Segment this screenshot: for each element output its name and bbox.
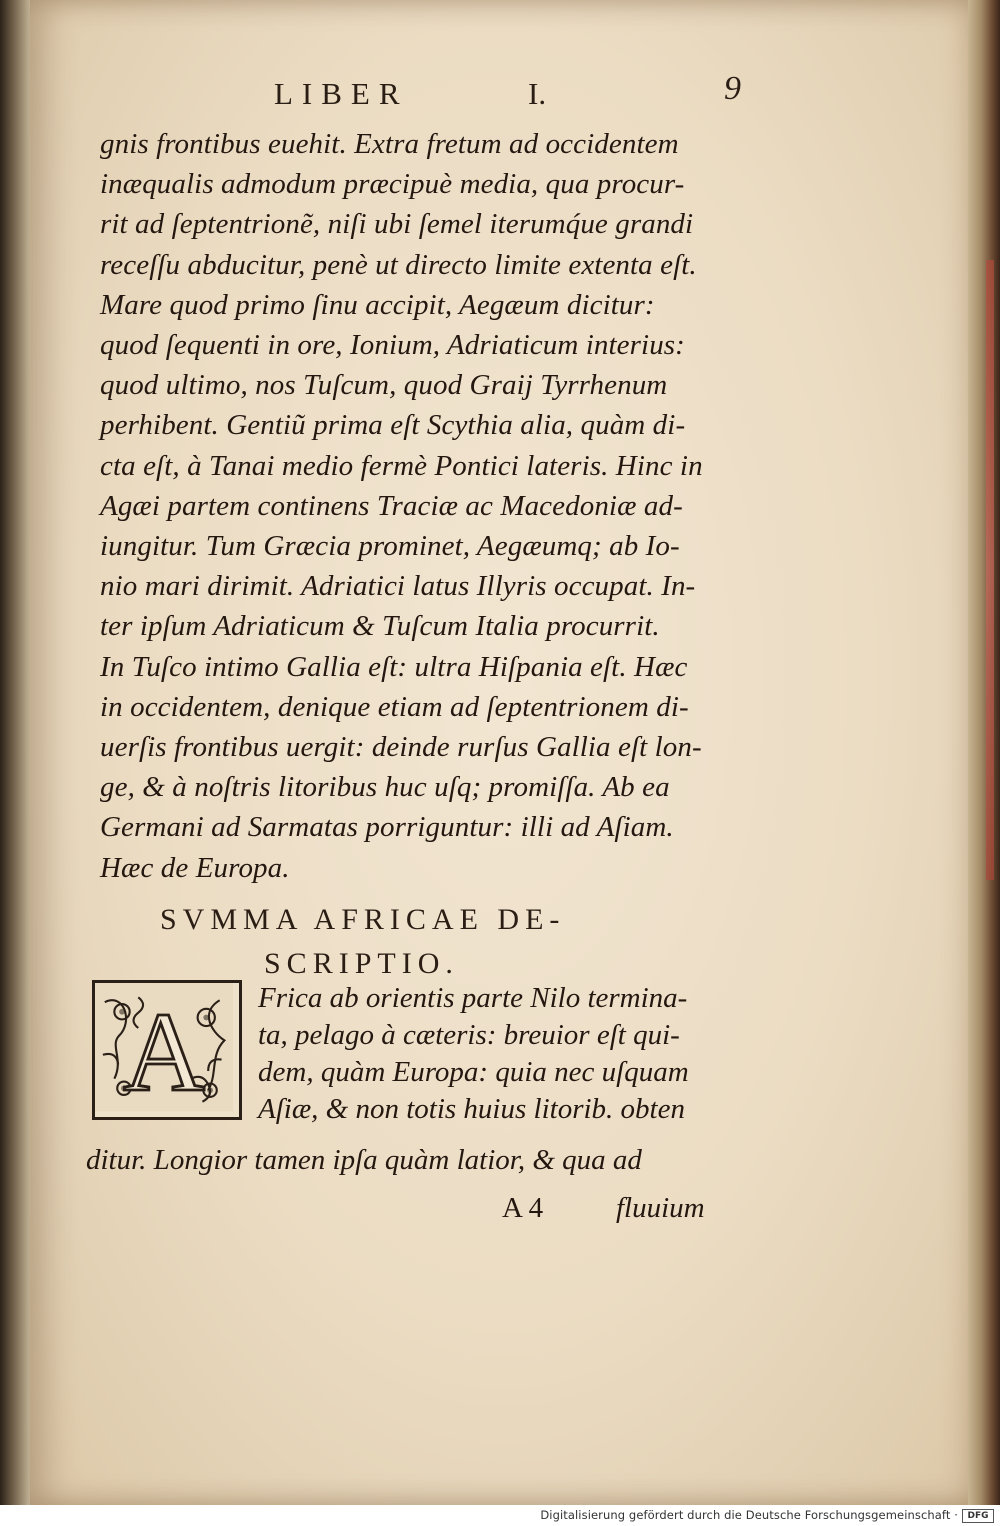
initial-letter: A — [123, 990, 205, 1116]
text-line: uerſis frontibus uergit: deinde rurſus Gallia eſt lon- — [100, 731, 702, 764]
section-tail-line — [86, 1142, 736, 1179]
page-header — [0, 70, 1000, 116]
text-line: Germani ad Sarmatas porriguntur: illi ad Aſiam. — [100, 811, 674, 844]
floral-initial-ornament — [95, 983, 239, 1117]
text-line: ter ipſum Adriaticum & Tuſcum Italia procurrit. — [100, 610, 660, 643]
text-line: Frica ab orientis parte Nilo termina- — [258, 982, 688, 1014]
text-line: ditur. Longior tamen ipſa quàm latior, & qua ad — [86, 1144, 642, 1176]
text-line: inæqualis admodum præcipuè media, qua procur- — [100, 168, 685, 201]
text-line: dem, quàm Europa: quia nec uſquam — [258, 1056, 689, 1088]
section-heading-line2: SCRIPTIO. — [264, 947, 459, 980]
text-line: Agæi partem continens Traciæ ac Macedoniæ ad- — [100, 489, 683, 522]
text-line: In Tuſco intimo Gallia eſt: ultra Hiſpania eſt. Hæc — [100, 650, 688, 683]
catchword: fluuium — [616, 1192, 705, 1224]
section-text-block — [258, 980, 728, 1128]
text-line: Hæc de Europa. — [100, 851, 290, 884]
text-line: Aſiæ, & non totis huius litorib. obten — [258, 1093, 685, 1125]
page-fore-edge — [968, 0, 1000, 1505]
text-line: ge, & à noſtris litoribus huc uſq; promiſſa. Ab ea — [100, 771, 670, 804]
text-line: in occidentem, denique etiam ad ſeptentrionem di- — [100, 690, 689, 723]
text-line: gnis frontibus euehit. Extra fretum ad occidentem — [100, 128, 679, 160]
running-head: LIBER — [274, 76, 409, 111]
funding-credit: Digitalisierung gefördert durch die Deutsche Forschungsgemeinschaft · — [540, 1508, 958, 1522]
dfg-logo-icon: DFG — [962, 1509, 994, 1523]
text-line: quod ſequenti in ore, Ionium, Adriaticum interius: — [100, 329, 685, 362]
signature-mark: A 4 — [502, 1192, 544, 1224]
text-line: iungitur. Tum Græcia prominet, Aegæumq; ab Io- — [100, 530, 680, 563]
folio-number: 9 — [724, 70, 741, 107]
section-heading — [160, 898, 700, 986]
text-line: nio mari dirimit. Adriatici latus Illyris occupat. In- — [100, 570, 696, 603]
text-line: receſſu abducitur, penè ut directo limite extenta eſt. — [100, 248, 697, 281]
text-line: Mare quod primo ſinu accipit, Aegæum dicitur: — [100, 288, 655, 321]
text-line: rit ad ſeptentrionẽ, niſi ubi ſemel iterumq́ue grandi — [100, 208, 694, 241]
text-line: ta, pelago à cæteris: breuior eſt qui- — [258, 1019, 680, 1051]
main-text-block — [100, 124, 760, 888]
section-heading-line1: SVMMA AFRICAE DE- — [160, 903, 566, 936]
decorated-initial — [92, 980, 242, 1120]
book-number: I. — [528, 76, 547, 111]
text-line: cta eſt, à Tanai medio fermè Pontici lateris. Hinc in — [100, 449, 703, 482]
text-line: quod ultimo, nos Tuſcum, quod Graij Tyrrhenum — [100, 369, 668, 402]
text-line: perhibent. Gentiũ prima eſt Scythia alia, quàm di- — [100, 409, 686, 442]
